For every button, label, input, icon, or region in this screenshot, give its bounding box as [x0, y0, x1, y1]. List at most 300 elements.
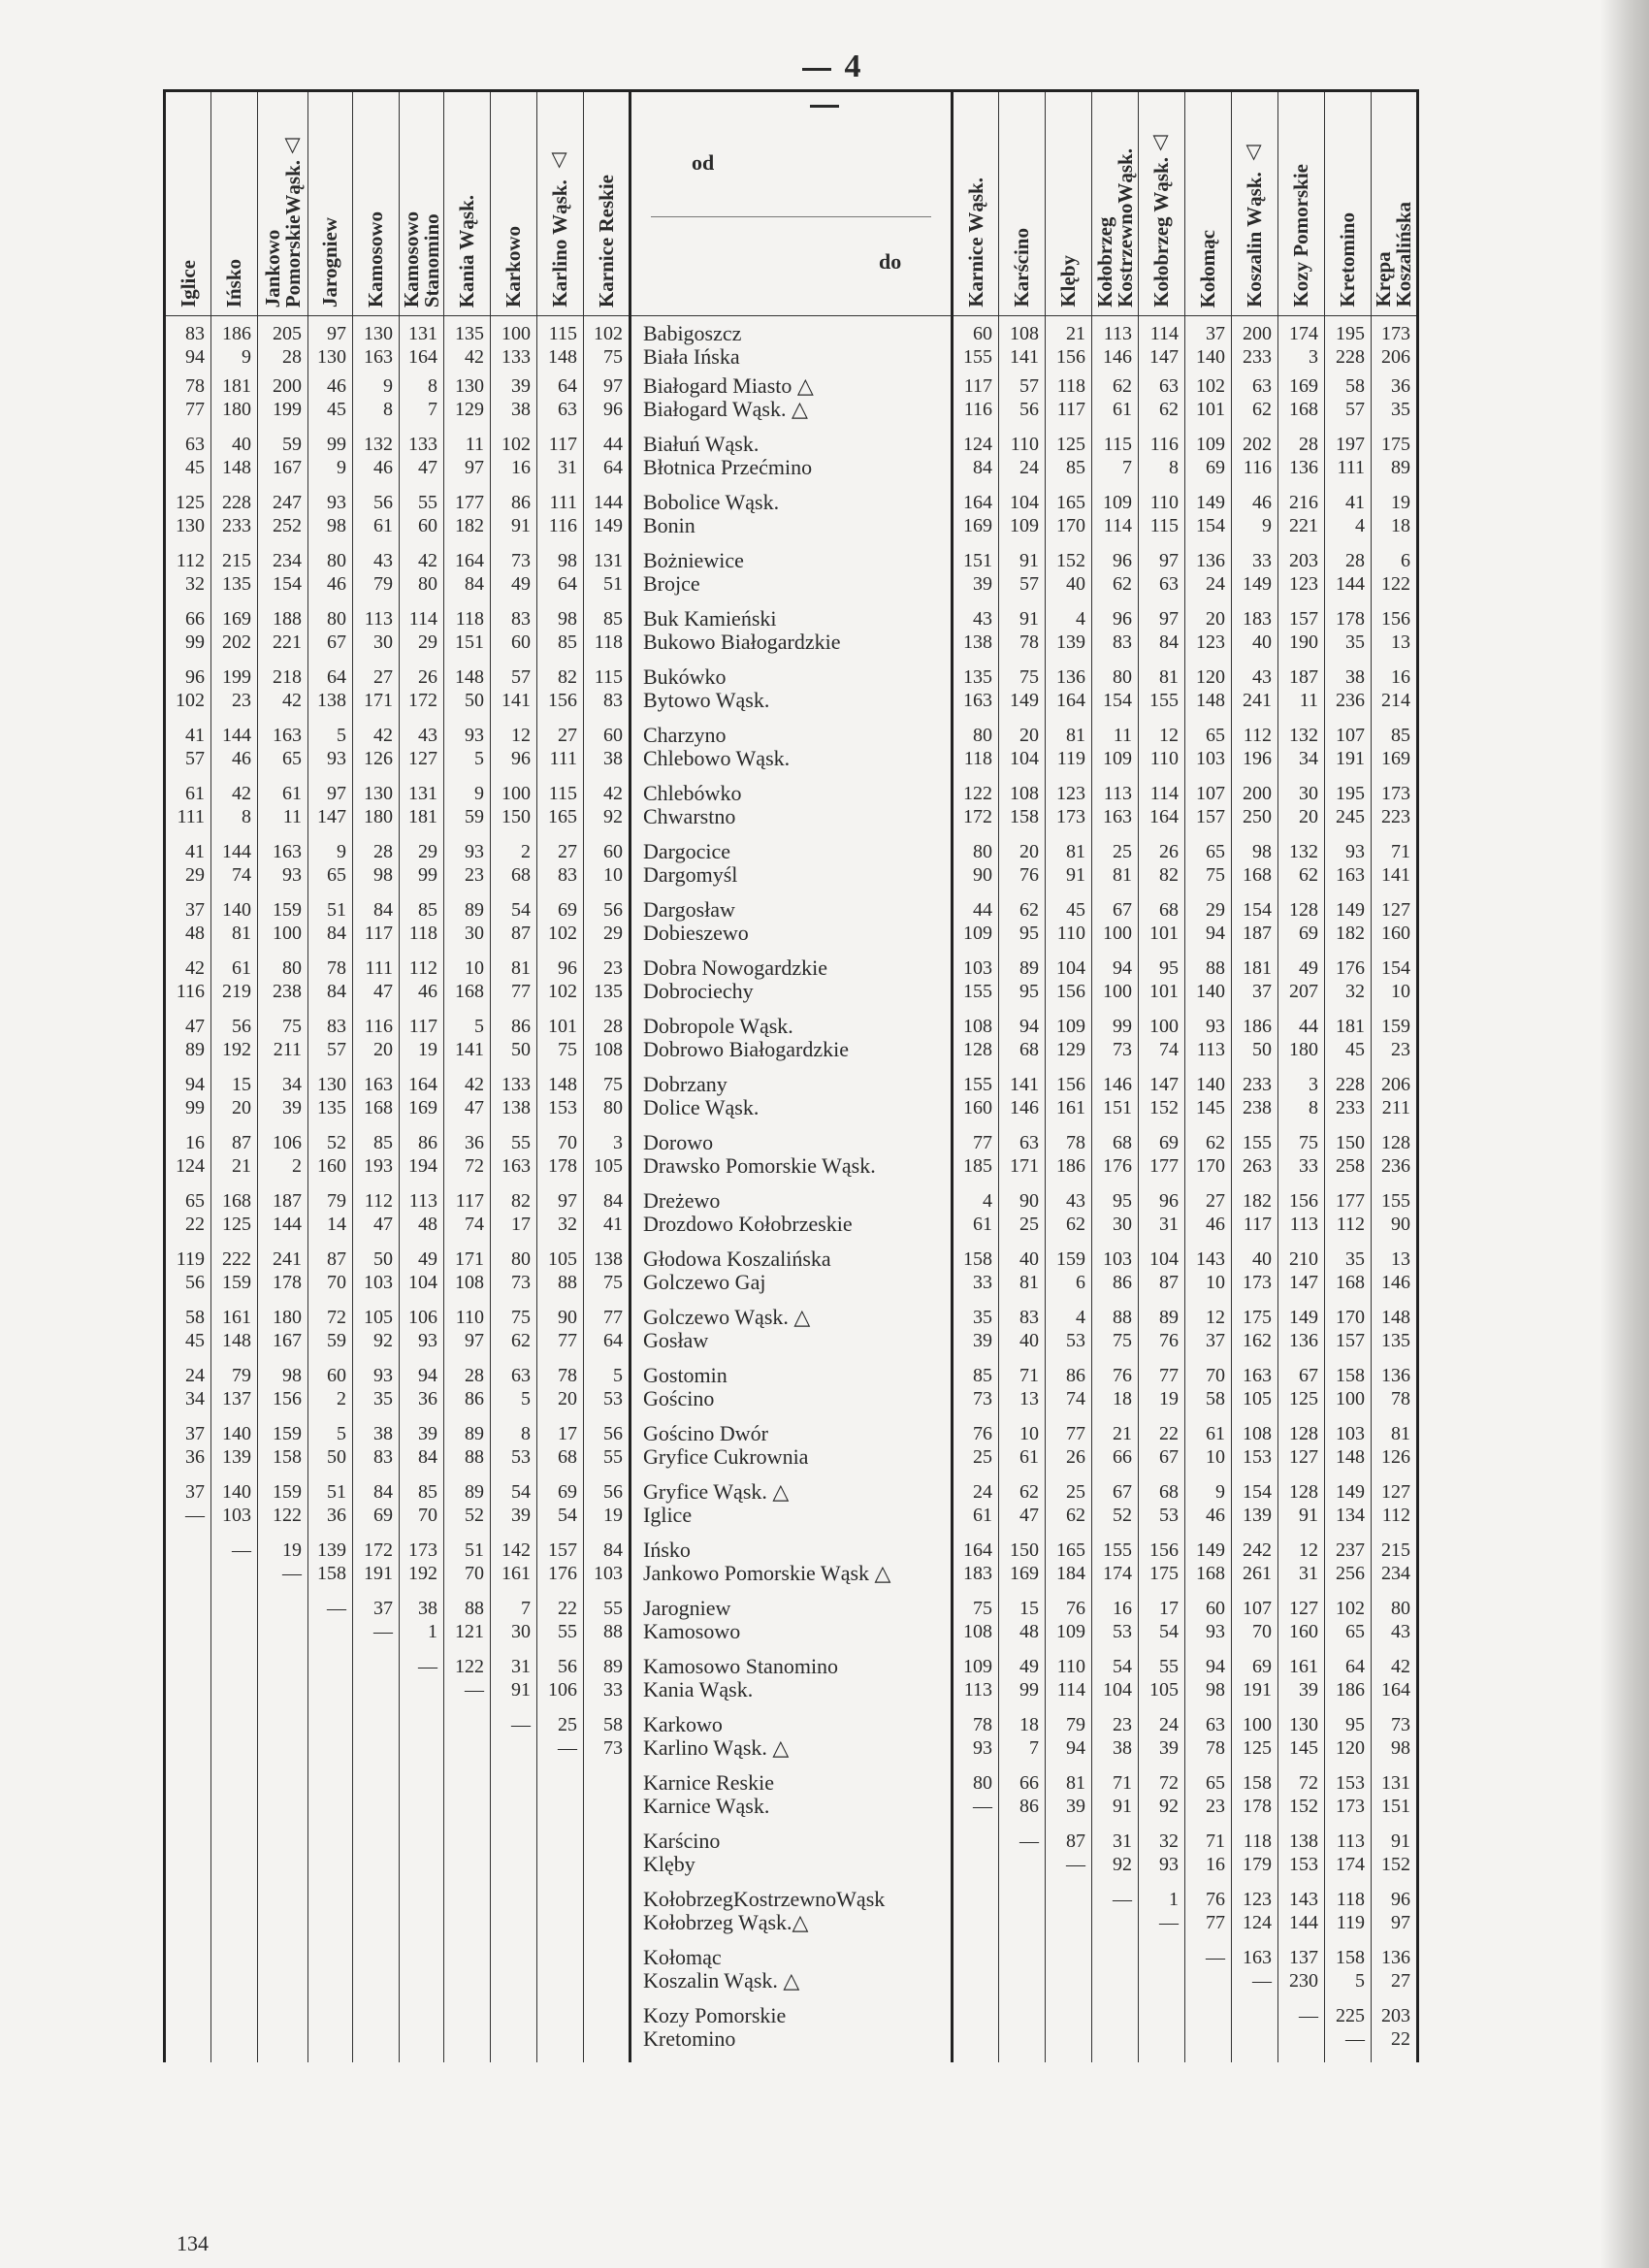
distance-value: 110 — [1010, 433, 1039, 455]
column-header-left-1-line: Ińsko — [222, 258, 245, 308]
distance-value: 164 — [963, 491, 992, 513]
distance-value: 122 — [963, 782, 992, 804]
distance-value: 29 — [418, 631, 437, 653]
distance-value — [211, 1771, 251, 1795]
distance-cell — [1325, 1655, 1372, 1713]
distance-cell — [444, 1480, 491, 1539]
distance-cell — [1046, 1015, 1092, 1073]
distance-value: 68 — [1159, 1480, 1179, 1503]
distance-value: 31 — [1113, 1830, 1132, 1852]
station-name: Klęby — [643, 1851, 695, 1876]
distance-value: 155 — [963, 1073, 992, 1095]
distance-value: 261 — [1243, 1562, 1272, 1584]
distance-value: 28 — [1345, 549, 1365, 571]
distance-cell — [1372, 898, 1418, 956]
distance-cell — [1139, 1655, 1185, 1713]
distance-value: 73 — [1391, 1713, 1410, 1735]
distance-cell — [1372, 1306, 1418, 1364]
distance-value: 173 — [1243, 1271, 1272, 1293]
distance-value: 62 — [1252, 398, 1272, 420]
distance-value: 178 — [273, 1271, 302, 1293]
distance-value: 60 — [1206, 1597, 1225, 1619]
distance-cell — [1092, 898, 1139, 956]
distance-cell — [1139, 1539, 1185, 1597]
distance-value: 102 — [594, 323, 623, 344]
distance-cell — [537, 1946, 584, 2004]
distance-value: 96 — [1391, 1888, 1410, 1910]
distance-cell — [999, 956, 1046, 1015]
distance-value — [211, 1853, 251, 1876]
distance-cell — [258, 1539, 308, 1597]
distance-value: 28 — [1299, 433, 1318, 455]
distance-value: 62 — [511, 1329, 531, 1351]
distance-value: 115 — [1103, 433, 1132, 455]
distance-value — [258, 1620, 302, 1643]
column-header-left-3-line: Jarogniew — [318, 217, 341, 308]
distance-value: 103 — [364, 1271, 393, 1293]
distance-value: 61 — [1019, 1445, 1039, 1468]
distance-cell — [211, 316, 258, 374]
distance-cell — [1185, 1771, 1232, 1830]
table-row — [165, 1539, 1418, 1597]
distance-cell — [400, 1655, 444, 1713]
distance-value: 8 — [1169, 456, 1179, 478]
distance-cell — [1046, 724, 1092, 782]
distance-value: 70 — [418, 1504, 437, 1526]
distance-value: 237 — [1336, 1539, 1365, 1561]
distance-value: 164 — [408, 346, 437, 368]
distance-value: 31 — [511, 1655, 531, 1677]
distance-value: 40 — [1252, 631, 1272, 653]
distance-cell — [1139, 1073, 1185, 1131]
distance-value: 52 — [327, 1131, 346, 1153]
station-names — [630, 2004, 953, 2062]
distance-value: 11 — [1299, 689, 1318, 711]
distance-cell — [1092, 491, 1139, 549]
distance-value: 53 — [1159, 1504, 1179, 1526]
distance-value: 106 — [273, 1131, 302, 1153]
distance-value: 118 — [1056, 374, 1085, 397]
distance-value: 117 — [455, 1189, 484, 1212]
distance-value: 36 — [1391, 374, 1410, 397]
distance-value: 89 — [1391, 456, 1410, 478]
distance-value: 77 — [558, 1329, 577, 1351]
distance-value: 84 — [973, 456, 992, 478]
distance-cell — [1046, 1131, 1092, 1189]
distance-value: 46 — [373, 456, 393, 478]
distance-value: 69 — [558, 898, 577, 921]
distance-value: 168 — [364, 1096, 393, 1118]
distance-value: 78 — [185, 374, 205, 397]
column-header-left-4-line: Kamosowo — [364, 211, 387, 308]
distance-cell — [211, 607, 258, 665]
distance-cell — [400, 1888, 444, 1946]
distance-value: 26 — [1066, 1445, 1085, 1468]
distance-value: 173 — [408, 1539, 437, 1561]
distance-cell — [1185, 1713, 1232, 1771]
distance-value: 172 — [963, 805, 992, 827]
distance-value: 56 — [373, 491, 393, 513]
distance-value: 152 — [1056, 549, 1085, 571]
column-header-left-9-line: Karnice Reskie — [594, 174, 618, 308]
distance-value — [1185, 2027, 1225, 2051]
distance-cell — [1232, 549, 1278, 607]
distance-value: 76 — [1159, 1329, 1179, 1351]
distance-value: 111 — [549, 491, 577, 513]
distance-value: 174 — [1289, 323, 1318, 344]
distance-value: 88 — [465, 1597, 484, 1619]
distance-value: 140 — [1196, 1073, 1225, 1095]
distance-cell — [1046, 665, 1092, 724]
distance-cell — [1092, 607, 1139, 665]
distance-value: 203 — [1381, 2004, 1410, 2026]
distance-cell — [353, 1771, 400, 1830]
distance-value — [584, 1853, 623, 1876]
distance-value — [1232, 2027, 1272, 2051]
distance-cell — [1325, 1073, 1372, 1131]
distance-value: 102 — [548, 980, 577, 1002]
distance-value: 142 — [501, 1539, 531, 1561]
distance-cell — [491, 433, 537, 491]
distance-value: 62 — [1159, 398, 1179, 420]
distance-value — [954, 1888, 992, 1911]
distance-value: 95 — [1159, 956, 1179, 979]
distance-cell — [537, 956, 584, 1015]
distance-cell — [1325, 1247, 1372, 1306]
distance-cell — [999, 2004, 1046, 2062]
distance-value: 5 — [1355, 1969, 1365, 1992]
distance-value: 97 — [327, 323, 346, 344]
distance-value: 118 — [594, 631, 623, 653]
distance-cell — [1139, 433, 1185, 491]
distance-value — [258, 1853, 302, 1876]
distance-cell — [353, 840, 400, 898]
distance-value: 96 — [1113, 607, 1132, 630]
distance-cell — [258, 1597, 308, 1655]
distance-cell — [1185, 956, 1232, 1015]
table-row — [165, 1830, 1418, 1888]
distance-cell — [353, 1247, 400, 1306]
distance-value: 98 — [1206, 1678, 1225, 1701]
distance-value — [353, 1911, 393, 1934]
table-row — [165, 316, 1418, 374]
distance-value — [954, 1911, 992, 1934]
distance-value: 80 — [327, 549, 346, 571]
station-name: Dobrowo Białogardzkie — [643, 1036, 849, 1061]
station-name: Kozy Pomorskie — [643, 2002, 787, 2027]
distance-value: 102 — [1336, 1597, 1365, 1619]
distance-cell — [953, 316, 999, 374]
distance-value: 186 — [222, 323, 251, 344]
distance-cell — [1185, 549, 1232, 607]
distance-value: 159 — [1381, 1015, 1410, 1037]
distance-value: 39 — [1066, 1795, 1085, 1817]
distance-value: 113 — [408, 1189, 437, 1212]
station-names — [630, 1131, 953, 1189]
distance-value: 36 — [327, 1504, 346, 1526]
distance-value: 225 — [1336, 2004, 1365, 2026]
distance-value: 63 — [1159, 572, 1179, 595]
distance-cell — [953, 1771, 999, 1830]
distance-cell — [1046, 898, 1092, 956]
distance-value: 122 — [273, 1504, 302, 1526]
distance-value: 58 — [1206, 1387, 1225, 1409]
distance-cell — [353, 665, 400, 724]
distance-cell — [1325, 956, 1372, 1015]
distance-value: 139 — [1056, 631, 1085, 653]
distance-value: 109 — [963, 1655, 992, 1677]
distance-value: 186 — [1336, 1678, 1365, 1701]
distance-cell — [1046, 1247, 1092, 1306]
distance-value — [444, 2027, 484, 2051]
distance-value: — — [511, 1713, 531, 1735]
distance-value — [258, 1655, 302, 1678]
distance-value: 5 — [337, 1422, 346, 1444]
distance-value: 30 — [511, 1620, 531, 1642]
distance-cell — [258, 782, 308, 840]
distance-cell — [1232, 665, 1278, 724]
distance-value: 113 — [963, 1678, 992, 1701]
station-names — [630, 1073, 953, 1131]
distance-value — [1046, 1888, 1085, 1911]
distance-cell — [211, 724, 258, 782]
distance-cell — [953, 1480, 999, 1539]
station-name: Jarogniew — [643, 1595, 731, 1620]
distance-value: 20 — [1299, 805, 1318, 827]
distance-cell — [1092, 956, 1139, 1015]
distance-value: 111 — [1337, 456, 1365, 478]
distance-value: 85 — [373, 1131, 393, 1153]
distance-value — [1046, 1911, 1085, 1934]
distance-value: 105 — [548, 1247, 577, 1270]
distance-cell — [999, 782, 1046, 840]
distance-cell — [258, 1131, 308, 1189]
column-header-left-5 — [400, 91, 444, 316]
distance-value: 159 — [273, 1422, 302, 1444]
distance-value: 30 — [1113, 1213, 1132, 1235]
distance-value — [308, 1830, 346, 1853]
distance-cell — [1185, 1131, 1232, 1189]
distance-value: 64 — [1345, 1655, 1365, 1677]
distance-value: 89 — [185, 1038, 205, 1060]
station-name: Karlino Wąsk. △ — [643, 1734, 790, 1760]
station-name: Gostomin — [643, 1362, 728, 1387]
distance-cell — [584, 1422, 630, 1480]
distance-value: 97 — [1391, 1911, 1410, 1933]
distance-cell — [999, 1015, 1046, 1073]
distance-value — [166, 1539, 205, 1562]
distance-cell — [1325, 1015, 1372, 1073]
distance-value: 89 — [465, 898, 484, 921]
distance-value: 168 — [1196, 1562, 1225, 1584]
distance-value: 112 — [364, 1189, 393, 1212]
distance-value: 73 — [511, 1271, 531, 1293]
distance-cell — [444, 607, 491, 665]
distance-value: 147 — [1289, 1271, 1318, 1293]
distance-value: 216 — [1289, 491, 1318, 513]
station-name: Dobrociechy — [643, 978, 754, 1003]
distance-value: 233 — [1243, 346, 1272, 368]
distance-value: 233 — [222, 514, 251, 536]
distance-value: 51 — [603, 572, 623, 595]
distance-value — [584, 2004, 623, 2027]
distance-value: 20 — [1019, 724, 1039, 746]
distance-cell — [1372, 840, 1418, 898]
table-row — [165, 782, 1418, 840]
distance-value — [258, 1597, 302, 1620]
distance-cell — [444, 1364, 491, 1422]
distance-value: 18 — [1391, 514, 1410, 536]
distance-cell — [400, 898, 444, 956]
distance-cell — [1372, 549, 1418, 607]
distance-value: 169 — [1010, 1562, 1039, 1584]
distance-value: 56 — [603, 1422, 623, 1444]
distance-value: 116 — [963, 398, 992, 420]
distance-cell — [1372, 724, 1418, 782]
distance-cell — [1185, 1888, 1232, 1946]
distance-cell — [1092, 316, 1139, 374]
distance-value: 154 — [1243, 898, 1272, 921]
distance-cell — [308, 1422, 353, 1480]
distance-cell — [258, 1771, 308, 1830]
distance-value: 90 — [1391, 1213, 1410, 1235]
distance-cell — [400, 316, 444, 374]
distance-cell — [953, 1422, 999, 1480]
distance-value: 100 — [1103, 980, 1132, 1002]
distance-cell — [491, 898, 537, 956]
distance-value: 71 — [1019, 1364, 1039, 1386]
distance-value: 252 — [273, 514, 302, 536]
column-header-right-5-line: Kołomąc — [1196, 229, 1219, 308]
distance-value: 49 — [511, 572, 531, 595]
distance-value: 161 — [1056, 1096, 1085, 1118]
distance-value: 57 — [1345, 398, 1365, 420]
distance-value — [400, 1969, 437, 1993]
distance-value: 112 — [1243, 724, 1272, 746]
station-name: Gosław — [643, 1327, 709, 1352]
distance-cell — [1232, 1189, 1278, 1247]
distance-value — [166, 1655, 205, 1678]
distance-cell — [1325, 1713, 1372, 1771]
distance-cell — [1325, 1422, 1372, 1480]
distance-cell — [1325, 549, 1372, 607]
distance-cell — [584, 1480, 630, 1539]
distance-value: 44 — [603, 433, 623, 455]
distance-cell — [584, 1306, 630, 1364]
distance-value: 99 — [1019, 1678, 1039, 1701]
distance-value: 99 — [418, 863, 437, 886]
distance-cell — [999, 898, 1046, 956]
distance-value: 41 — [603, 1213, 623, 1235]
distance-value: 144 — [1336, 572, 1365, 595]
distance-cell — [211, 374, 258, 433]
distance-cell — [953, 782, 999, 840]
distance-cell — [1046, 840, 1092, 898]
distance-value: 49 — [1299, 956, 1318, 979]
distance-cell — [165, 1131, 211, 1189]
distance-value: 164 — [1149, 805, 1179, 827]
distance-value: 95 — [1019, 922, 1039, 944]
distance-value: 22 — [1391, 2027, 1410, 2050]
table-row — [165, 433, 1418, 491]
distance-cell — [400, 1015, 444, 1073]
distance-value: 87 — [1066, 1830, 1085, 1852]
distance-value: 81 — [1066, 724, 1085, 746]
distance-value: 97 — [603, 374, 623, 397]
distance-value: 108 — [963, 1015, 992, 1037]
distance-cell — [1278, 549, 1325, 607]
distance-cell — [953, 1306, 999, 1364]
distance-value — [954, 1830, 992, 1853]
distance-value: 60 — [973, 323, 992, 344]
distance-value: 191 — [364, 1562, 393, 1584]
distance-cell — [1185, 374, 1232, 433]
distance-cell — [308, 1597, 353, 1655]
distance-value: 136 — [1381, 1946, 1410, 1968]
distance-value: 99 — [185, 1096, 205, 1118]
distance-cell — [1278, 1830, 1325, 1888]
distance-cell — [211, 1131, 258, 1189]
distance-value — [1046, 1946, 1085, 1969]
distance-value: 39 — [1159, 1736, 1179, 1759]
distance-value: 134 — [1336, 1504, 1365, 1526]
distance-value: 160 — [1381, 922, 1410, 944]
distance-value: 211 — [273, 1038, 302, 1060]
distance-cell — [1278, 1015, 1325, 1073]
distance-value: 151 — [963, 549, 992, 571]
distance-value: 59 — [465, 805, 484, 827]
distance-value: 11 — [282, 805, 302, 827]
distance-cell — [353, 1655, 400, 1713]
distance-value: 104 — [1056, 956, 1085, 979]
distance-value: 180 — [222, 398, 251, 420]
distance-value: 156 — [548, 689, 577, 711]
distance-cell — [211, 1189, 258, 1247]
distance-value: 94 — [418, 1364, 437, 1386]
distance-cell — [999, 1771, 1046, 1830]
distance-cell — [953, 665, 999, 724]
distance-value: 175 — [1243, 1306, 1272, 1328]
distance-value: 5 — [474, 1015, 484, 1037]
distance-cell — [1046, 782, 1092, 840]
distance-value: 158 — [317, 1562, 346, 1584]
distance-cell — [400, 1073, 444, 1131]
distance-value: 109 — [963, 922, 992, 944]
distance-value: 110 — [455, 1306, 484, 1328]
distance-value: 109 — [1103, 491, 1132, 513]
distance-cell — [1232, 956, 1278, 1015]
distance-value: 113 — [1196, 1038, 1225, 1060]
distance-cell — [258, 2004, 308, 2062]
distance-value: 14 — [327, 1213, 346, 1235]
distance-value: 100 — [273, 922, 302, 944]
distance-value: 84 — [327, 922, 346, 944]
distance-value: 5 — [474, 747, 484, 769]
distance-value: 160 — [1289, 1620, 1318, 1642]
distance-cell — [308, 2004, 353, 2062]
distance-value: 104 — [1010, 747, 1039, 769]
table-row — [165, 898, 1418, 956]
distance-value: 87 — [327, 1247, 346, 1270]
distance-cell — [165, 433, 211, 491]
distance-value — [400, 1830, 437, 1853]
table-row — [165, 374, 1418, 433]
distance-value: 60 — [327, 1364, 346, 1386]
distance-value — [537, 2004, 577, 2027]
distance-value: 165 — [1056, 491, 1085, 513]
distance-value: 12 — [1299, 1539, 1318, 1561]
distance-value: 72 — [465, 1154, 484, 1177]
